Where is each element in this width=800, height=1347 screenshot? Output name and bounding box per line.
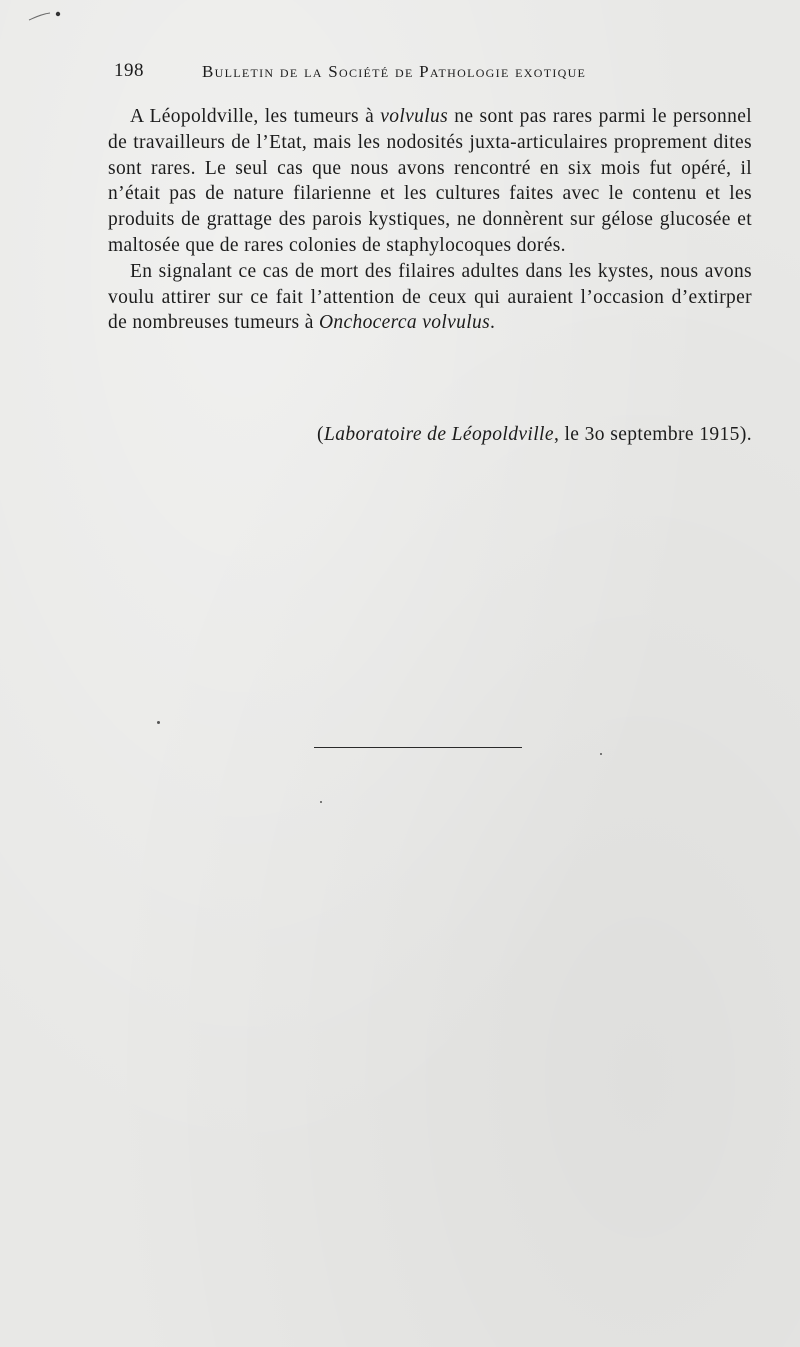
paragraph-1-part-3: ne sont pas rares parmi le personnel de travailleurs de l’Etat, mais les nodosités juxta-articulaires proprement dites sont rares. Le seul cas que nous avons rencontré en six mois fut opéré, il n’était pas de nature filarienne et les cultures faites avec le contenu et les produits de grattage des parois kystiques, ne donnèrent sur gélose glucosée et maltosée que de rares colonies de staphylocoques dorés.: [108, 106, 752, 256]
running-title: Bulletin de la Société de Pathologie exotique: [202, 62, 587, 81]
paragraph-1: [108, 104, 752, 259]
paragraph-1-part-1: A Léopoldville, les tumeurs à: [130, 106, 381, 127]
running-header: [114, 58, 754, 88]
ink-speck-1: [157, 721, 160, 724]
paragraph-2-part-1: En signalant ce cas de mort des filaires adultes dans les kystes, nous avons voulu attirer sur ce fait l’attention de ceux qui auraient l’occasion d’extirper de nombreuses tumeurs à: [108, 260, 752, 334]
section-end-rule: [314, 747, 522, 748]
signature-laboratory: Laboratoire de Léopoldville: [323, 424, 554, 445]
ink-speck-3: [600, 753, 602, 755]
paragraph-2-italic-onchocerca: Onchocerca volvulus: [318, 312, 491, 334]
ink-speck-2: [320, 801, 322, 803]
signature-line: [218, 424, 752, 446]
paragraph-1-italic-volvulus: volvulus: [380, 106, 449, 127]
paragraph-2-part-3: .: [490, 312, 496, 334]
body-text: [108, 104, 752, 336]
signature-date: , le 3o septembre 1915).: [553, 424, 752, 445]
pen-mark-icon: [28, 8, 62, 22]
paragraph-2: [108, 259, 752, 336]
signature-open-paren: (: [317, 424, 324, 445]
page-number: 198: [114, 60, 144, 81]
